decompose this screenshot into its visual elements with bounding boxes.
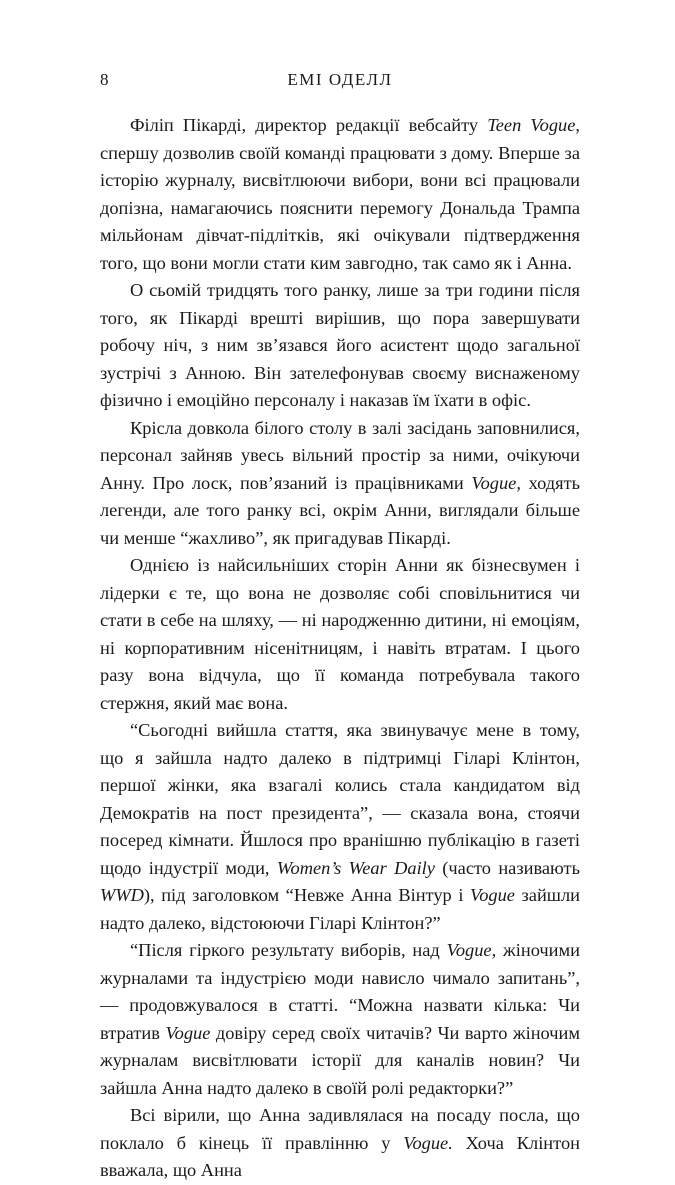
- paragraph: [100, 112, 580, 277]
- paragraph: [100, 277, 580, 415]
- text-run: Крісла довкола білого столу в залі засідань заповнилися, персонал зайняв увесь вільний простір за ними, очікуючи Анну. Про лоск, пов’язаний із працівниками: [100, 417, 580, 493]
- italic-text: Women’s Wear Daily: [276, 857, 435, 878]
- italic-text: Vogue: [165, 1022, 211, 1043]
- text-run: Однією із найсильніших сторін Анни як бізнесвумен і лідерки є те, що вона не дозволяє собі сповільнитися чи стати в себе на шляху, — ні народженню дитини, ні емоціям, ні корпоративним нісенітницям, і навіть втратам. І цього разу вона відчула, що її команда потребувала такого стержня, який має вона.: [100, 555, 580, 713]
- paragraph: [100, 937, 580, 1102]
- text-run: “Сьогодні вийшла стаття, яка звинувачує мене в тому, що я зайшла надто далеко в підтримці Гіларі Клінтон, першої жінки, яка взагалі колись стала кандидатом від Демократів на пост президента”, — сказала вона, стоячи посеред кімнати. Йшлося про вранішню публікацію в газеті щодо індустрії моди,: [100, 720, 580, 878]
- italic-text: Vogue,: [446, 940, 497, 960]
- text-run: О сьомій тридцять того ранку, лише за три години після того, як Пікарді врешті вирішив, що пора завершувати робочу ніч, з ним зв’язався його асистент щодо загальної зустрічі з Анною. Він зателефонував своєму виснаженому фізично і емоційно персоналу і наказав їм їхати в офіс.: [100, 280, 580, 410]
- text-run: Хоча Клінтон вважала, що Анна: [100, 1132, 580, 1180]
- paragraph: [100, 415, 580, 553]
- text-run: довіру серед своїх читачів? Чи варто жіночим журналам висвітлювати історії для каналів новин? Чи зайшла Анна надто далеко в своїй ролі редакторки?”: [100, 1022, 581, 1098]
- paragraph: [100, 552, 580, 717]
- italic-text: Teen Vogue: [487, 115, 576, 135]
- text-run: (часто називають: [434, 857, 580, 878]
- text-run: зайшли надто далеко, відстоюючи Гіларі Клінтон?”: [100, 885, 580, 933]
- paragraph: [100, 717, 580, 937]
- running-title: ЕМІ ОДЕЛЛ: [287, 70, 393, 89]
- text-run: ), під заголовком “Невже Анна Вінтур і: [143, 885, 471, 905]
- italic-text: Vogue.: [403, 1132, 453, 1153]
- text-run: Філіп Пікарді, директор редакції вебсайту: [130, 115, 488, 135]
- text-run: , спершу дозволив своїй команді працювати з дому. Вперше за історію журналу, висвітлюючи вибори, вони всі працювали допізна, намагаючись пояснити перемогу Дональда Трампа мільйонам дівчат-підлітків, які очікували підтвердження того, що вони могли стати ким завгодно, так само як і Анна.: [100, 115, 580, 273]
- italic-text: WWD: [100, 885, 144, 905]
- paragraph: [100, 1102, 580, 1185]
- text-run: ходять легенди, але того ранку всі, окрім Анни, виглядали більше чи менше “жахливо”, як пригадував Пікарді.: [100, 472, 580, 548]
- page-number: 8: [100, 70, 110, 89]
- running-head: [100, 70, 580, 94]
- italic-text: Vogue,: [471, 472, 521, 493]
- text-run: Всі вірили, що Анна задивлялася на посаду посла, що поклало б кінець її правлінню у: [100, 1105, 580, 1153]
- text-run: жіночими журналами та індустрією моди нависло чимало запитань”, — продовжувалося в статті. “Можна назвати кілька: Чи втратив: [100, 940, 580, 1043]
- italic-text: Vogue: [470, 885, 515, 905]
- text-run: “Після гіркого результату виборів, над: [130, 940, 447, 960]
